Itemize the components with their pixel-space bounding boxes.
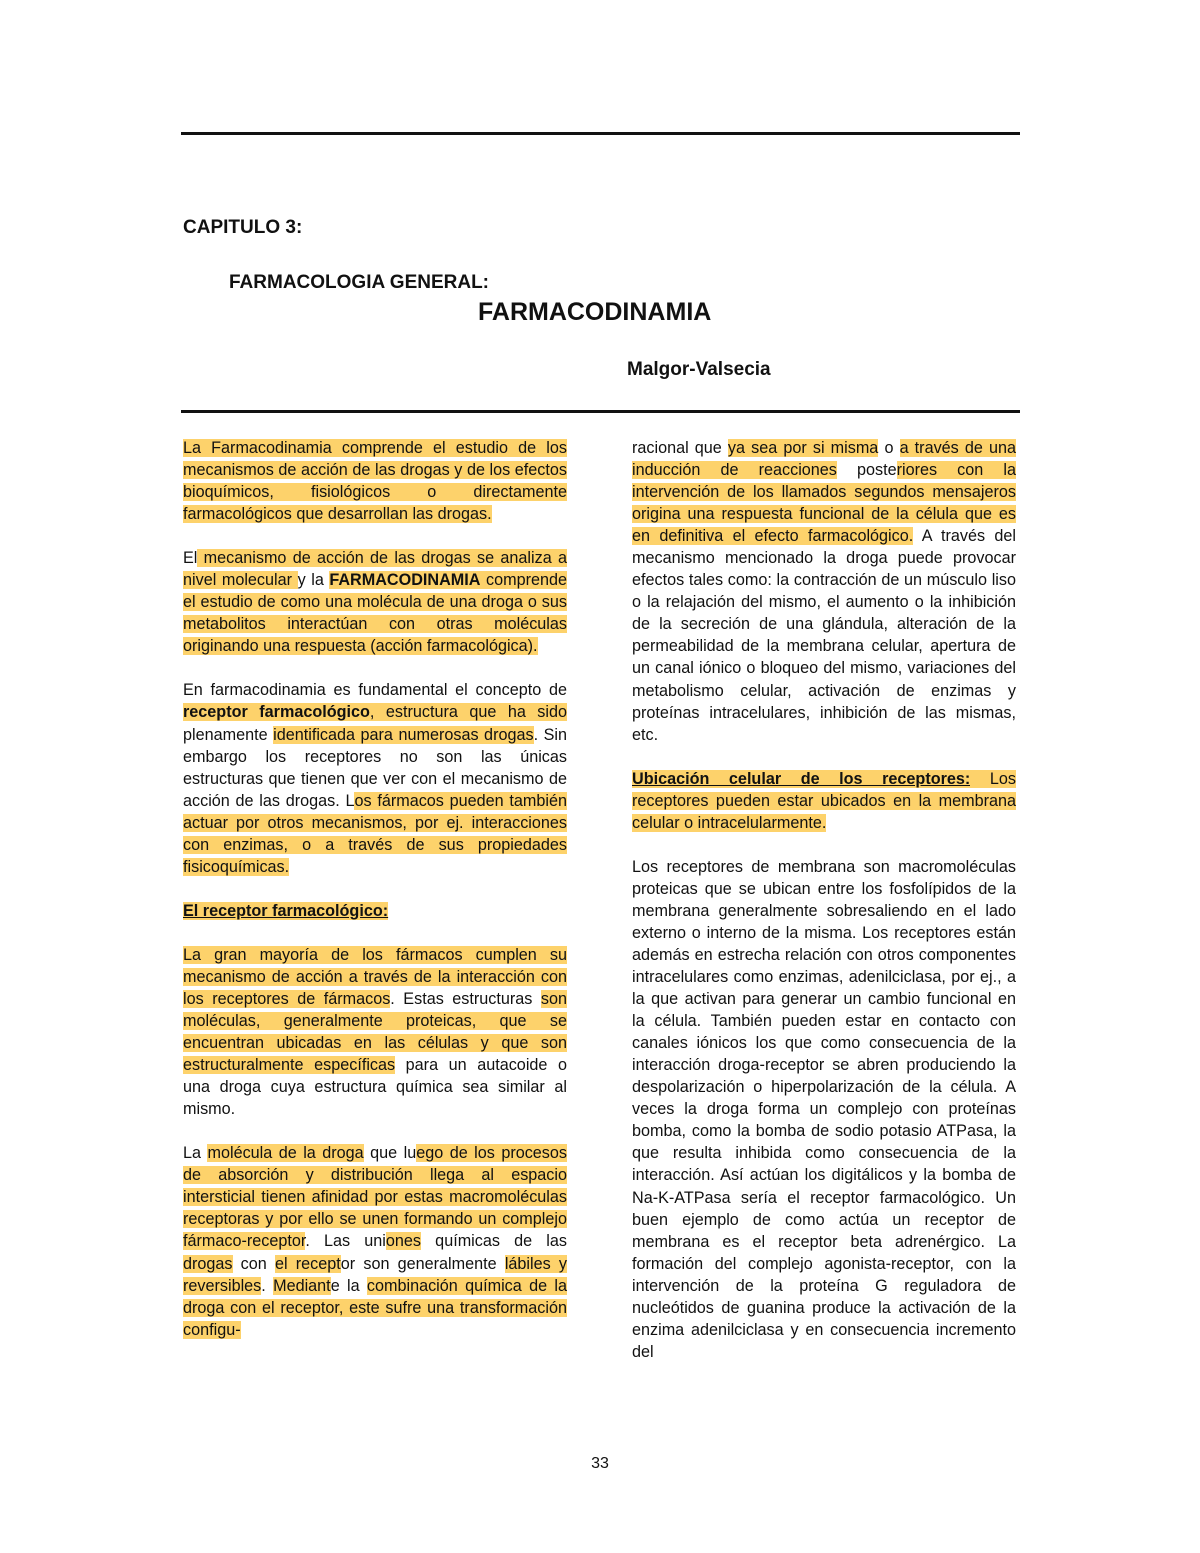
text-run: químicas de las [421,1232,567,1251]
text-run: . [261,1276,274,1295]
text-run: para un autacoide o una droga cuya estructura química sea similar al mismo. [183,1056,567,1119]
section-rule [181,410,1020,413]
highlighted-text: Los receptores pueden estar ubicados en la membrana celular o intracelularmente. [632,769,1016,832]
text-run: . Las uni [305,1232,386,1251]
text-run: . Sin embargo los receptores no son las únicas estructuras que tienen que ver con el mecanismo de acción de las drogas. L [183,725,567,810]
text-run: . Estas estructuras [390,989,541,1008]
right-column [632,437,1016,1385]
text-run: A través del mecanismo mencionado la droga puede provocar efectos tales como: la contracción de un músculo liso o la relajación del mismo, el aumento o la inhibición de la secreción de una glándula, alteración de la permeabilidad de la membrana celular, apertura de un canal iónico o bloqueo del mismo, variaciones del metabolismo celular, activación de enzimas y proteínas intracelulares, inhibición de las mismas, etc. [632,527,1016,744]
highlighted-text: os fármacos pueden también actuar por otros mecanismos, por ej. interacciones con enzimas, o a través de sus propiedades fisicoquímicas. [183,791,567,876]
highlighted-text: riores con la intervención de los llamados segundos mensajeros origina una respuesta funcional de la célula que es en definitiva el efecto farmacológico. [632,461,1016,546]
text-run: plenamente [183,725,274,744]
section-heading-text: El receptor farmacológico: [183,901,389,920]
author-name: Malgor-Valsecia [627,359,771,380]
paragraph-intro [183,437,567,525]
highlighted-text: lábiles y reversibles [183,1254,567,1295]
highlighted-bold-term: FARMACODINAMIA [329,571,481,590]
text-run: que lu [363,1144,417,1163]
text-run: con [232,1254,275,1273]
text-run: El [183,549,198,568]
highlighted-text: a través de una inducción de reacciones [632,439,1016,480]
highlighted-text: La Farmacodinamia comprende el estudio de los mecanismos de acción de las drogas y de los efectos bioquímicos, fisiológicos o directamente farmacológicos que desarrollan las drogas. [183,439,567,524]
text-run: racional que [632,439,728,457]
left-column [183,437,567,1363]
chapter-heading: CAPITULO 3: [183,217,303,238]
highlighted-text: comprende el estudio de como una molécula de una droga o sus metabolitos interactúan con otras moléculas originando una respuesta (acción farmacológica). [183,571,567,656]
highlighted-text: son moléculas, generalmente proteicas, que se encuentran ubicadas en las células y que son estructuralmente específicas [183,989,567,1075]
text-run: poste [836,461,897,480]
subject-heading: FARMACOLOGIA GENERAL: [229,272,490,293]
page-title: FARMACODINAMIA [478,298,712,326]
highlighted-text: ya sea por si misma [727,439,879,457]
highlighted-text: combinación química de la droga con el receptor, este sufre una transformación configu- [183,1276,567,1339]
highlighted-text: identificada para numerosas drogas [273,725,534,744]
inline-heading: Ubicación celular de los receptores: [632,769,971,788]
text-run: or son generalmente [340,1254,505,1273]
top-rule [181,132,1020,135]
text-run: En farmacodinamia es fundamental el concepto de [183,681,567,700]
highlighted-text: La gran mayoría de los fármacos cumplen su mecanismo de acción a través de la interacción con los receptores de fármacos [183,945,567,1008]
text-run: e la [330,1276,367,1295]
text-run: La [183,1144,208,1163]
text-run: o [878,439,900,457]
highlighted-text: , estructura que ha sido [369,703,568,722]
text-run: Los receptores de membrana son macromoléculas proteicas que se ubican entre los fosfolípidos de la membrana generalmente sobresaliendo en el lado externo o interno de la misma. Los receptores están además en estrecha relación con otros componentes intracelulares como enzimas, adenilciclasa, por ej., a la que activan para generar un cambio funcional en la célula. También pueden estar en contacto con canales iónicos los que como consecuencia de la interacción droga-receptor se abren produciendo la despolarización o hiperpolarización de la célula. A veces la droga forma un complejo con proteínas bomba, como la bomba de sodio potasio ATPasa, la que resulta inhibida como consecuencia de la interacción. Así actúan los digitálicos y la bomba de Na-K-ATPasa sería el receptor farmacológico. Un buen ejemplo de como actúa un receptor de membrana es el receptor beta adrenérgico. La formación del complejo agonista-receptor, con la intervención de la proteína G reguladora de nucleótidos de guanina produce la activación de la enzima adenilciclasa y en consecuencia incremento del [632,857,1016,1361]
paragraph-drug-molecule [183,1142,567,1340]
highlighted-text: drogas [183,1254,233,1273]
paragraph-receptor-concept [183,679,567,877]
highlighted-bold-term: receptor farmacológico [183,703,370,722]
highlighted-text: el recept [274,1254,341,1273]
highlighted-text: Mediant [273,1276,331,1295]
highlighted-text: molécula de la droga [207,1144,364,1163]
text-run: y la [297,571,330,590]
paragraph-mechanism [183,547,567,657]
highlighted-text: ego de los procesos de absorción y distribución llega al espacio intersticial tienen afinidad por estas macromoléculas receptoras y por ello se unen formando un complejo fármaco-receptor [183,1144,568,1251]
highlighted-text: ones [385,1232,422,1251]
paragraph-majority [183,944,567,1120]
paragraph-response [632,437,1016,746]
section-heading [183,900,567,922]
paragraph-receptor-location [632,768,1016,834]
paragraph-membrane-receptors [632,856,1016,1363]
page-number: 33 [591,1455,609,1472]
highlighted-text: mecanismo de acción de las drogas se analiza a nivel molecular [183,549,567,590]
